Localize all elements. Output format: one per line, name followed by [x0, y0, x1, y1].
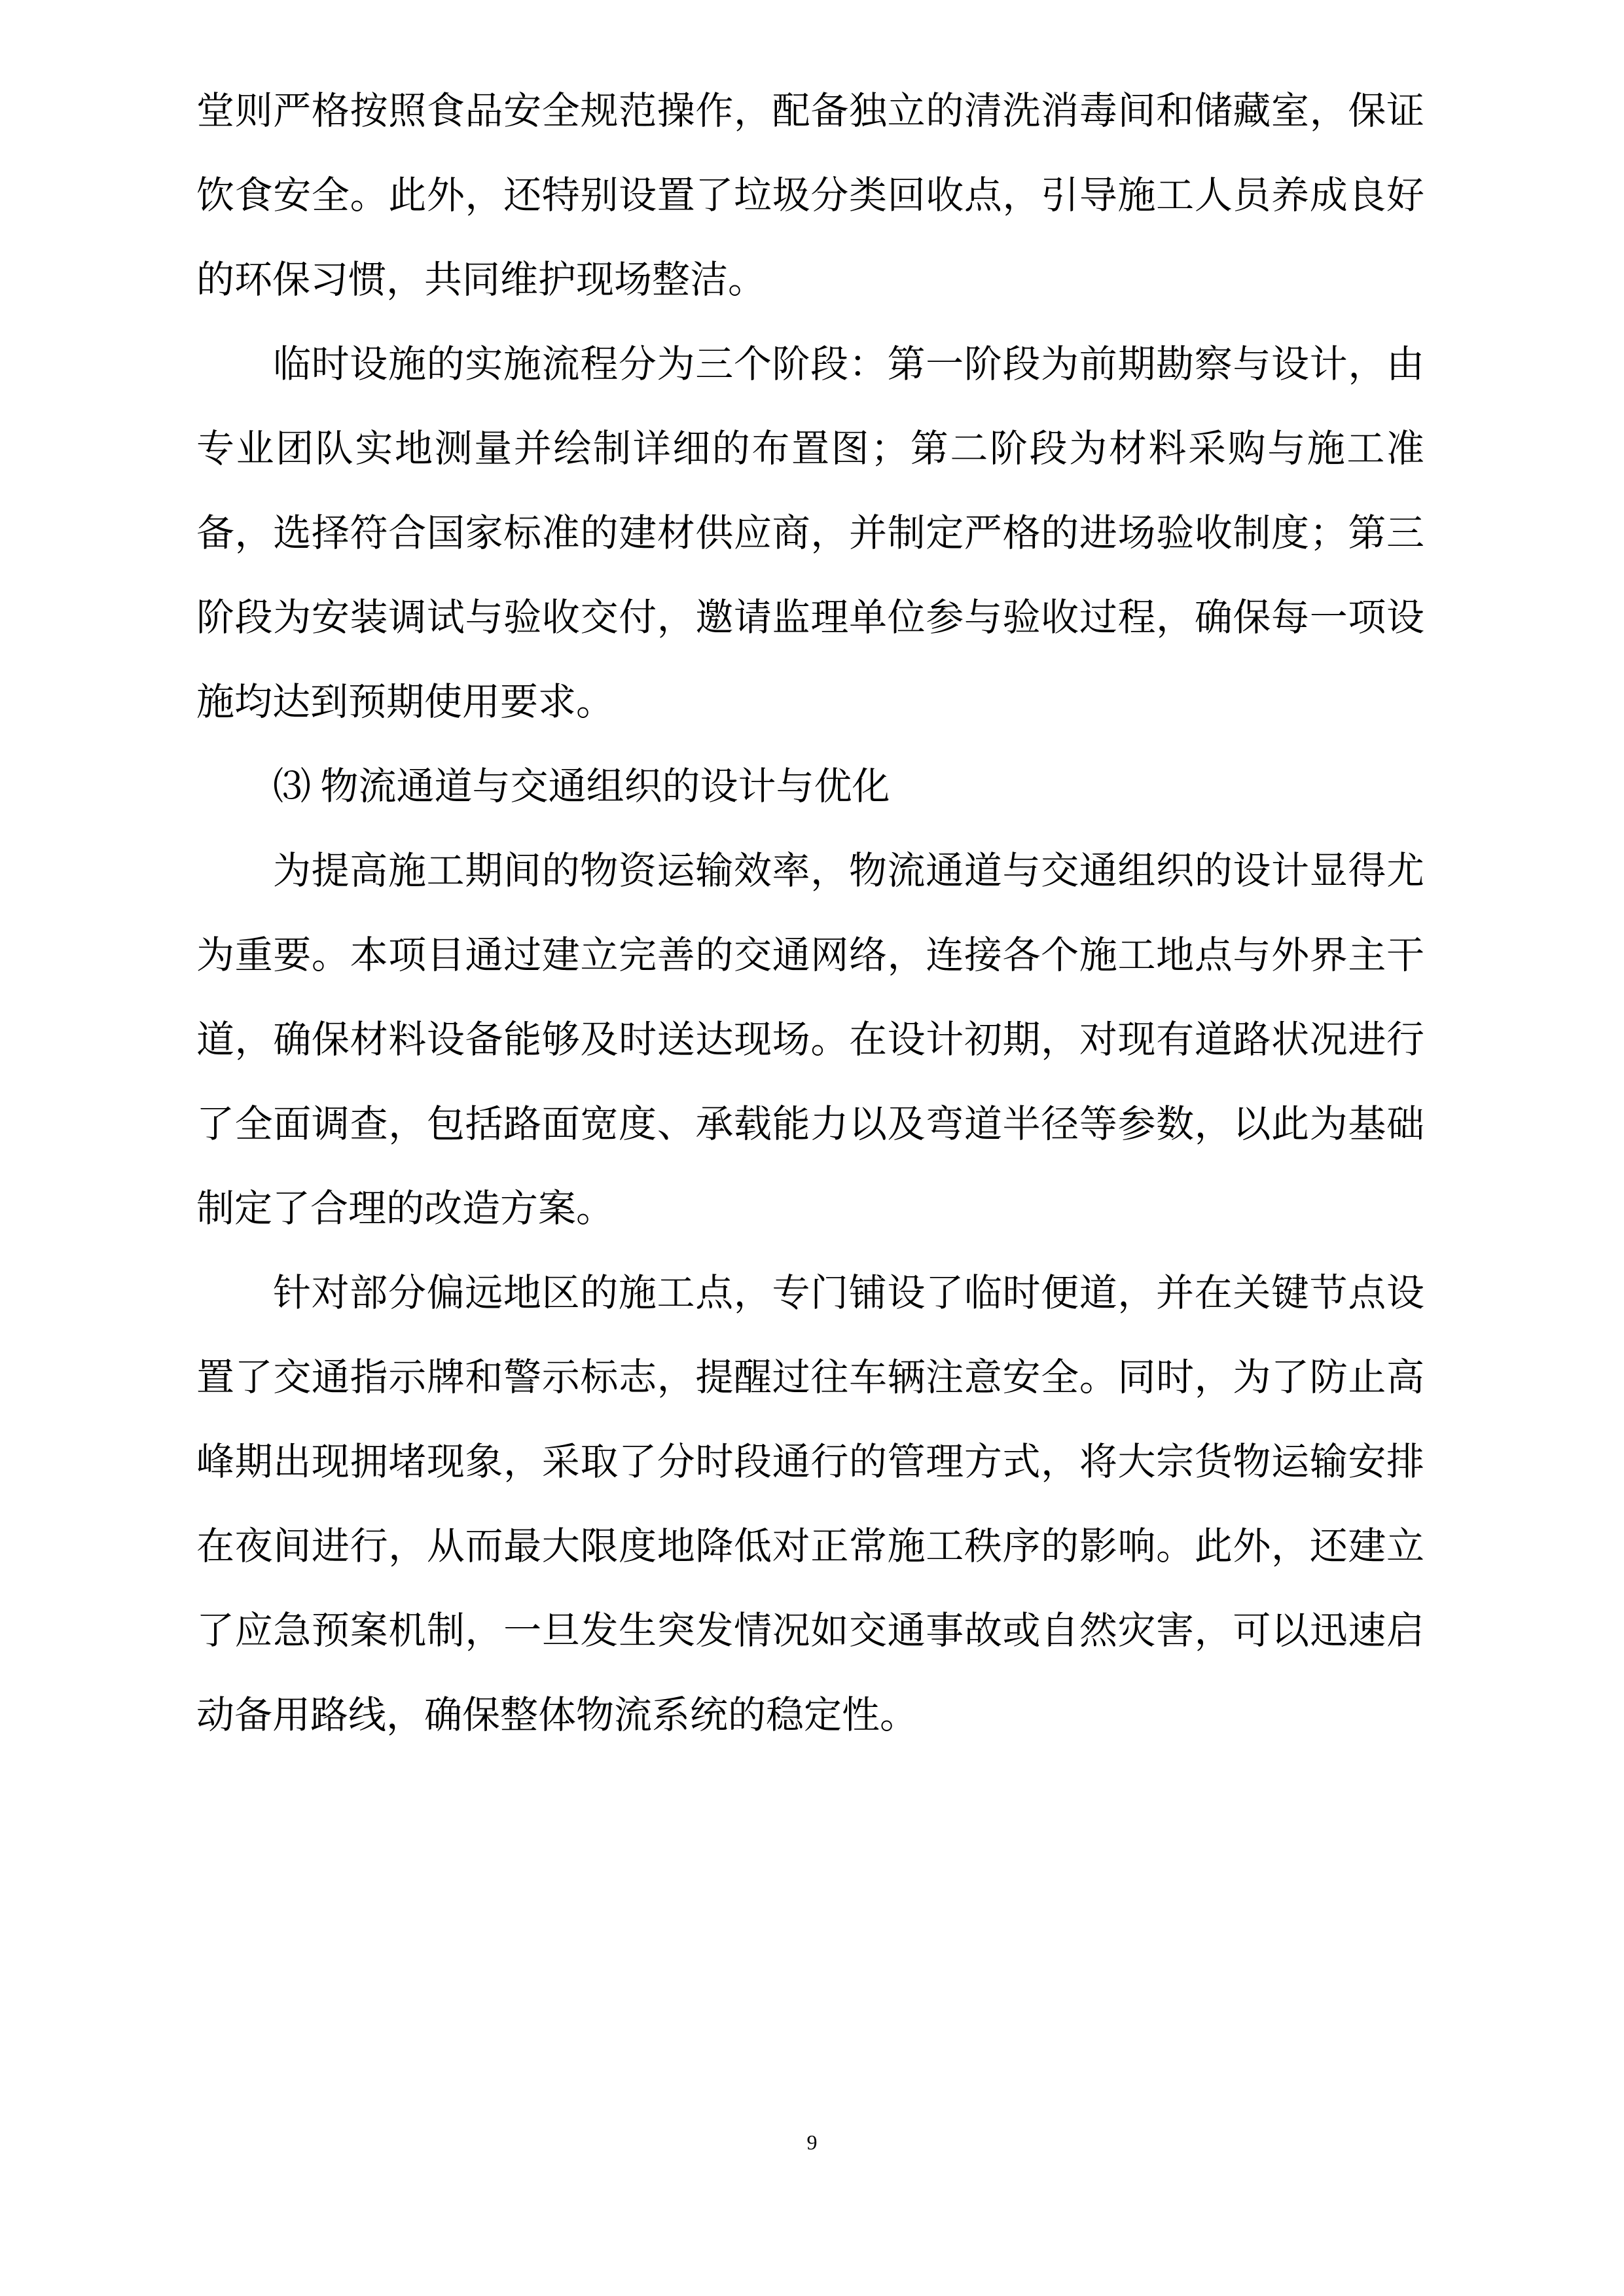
paragraph-canteen-continued [196, 69, 1424, 322]
text-line: 制定了合理的改造方案。 [196, 1187, 615, 1230]
text-line: 针对部分偏远地区的施工点，专门铺设了临时便道，并在关键节点设 [273, 1272, 1424, 1314]
text-line: 了全面调查，包括路面宽度、承载能力以及弯道半径等参数，以此为基础 [196, 1103, 1424, 1145]
text-line: 峰期出现拥堵现象，采取了分时段通行的管理方式，将大宗货物运输安排 [196, 1441, 1424, 1483]
text-line: 的环保习惯，共同维护现场整洁。 [196, 259, 767, 301]
text-line: 堂则严格按照食品安全规范操作，配备独立的清洗消毒间和储藏室，保证 [196, 90, 1424, 132]
text-line: 备，选择符合国家标准的建材供应商，并制定严格的进场验收制度；第三 [196, 512, 1424, 554]
section-heading [196, 744, 1424, 829]
text-line: 阶段为安装调试与验收交付，邀请监理单位参与验收过程，确保每一项设 [196, 596, 1424, 639]
heading-text: ⑶ 物流通道与交通组织的设计与优化 [273, 765, 890, 808]
page-number: 9 [806, 2130, 818, 2154]
text-line: 了应急预案机制，一旦发生突发情况如交通事故或自然灾害，可以迅速启 [196, 1609, 1424, 1652]
text-line: 饮食安全。此外，还特别设置了垃圾分类回收点，引导施工人员养成良好 [196, 174, 1424, 217]
paragraph-remote-sites [196, 1251, 1424, 1757]
text-line: 专业团队实地测量并绘制详细的布置图；第二阶段为材料采购与施工准 [196, 427, 1424, 470]
paragraph-logistics-design [196, 829, 1424, 1251]
text-line: 为重要。本项目通过建立完善的交通网络，连接各个施工地点与外界主干 [196, 934, 1424, 977]
text-line: 施均达到预期使用要求。 [196, 681, 615, 723]
text-line: 在夜间进行，从而最大限度地降低对正常施工秩序的影响。此外，还建立 [196, 1525, 1424, 1568]
text-line: 置了交通指示牌和警示标志，提醒过往车辆注意安全。同时，为了防止高 [196, 1356, 1424, 1399]
text-line: 动备用路线，确保整体物流系统的稳定性。 [196, 1694, 918, 1736]
document-body [196, 69, 1424, 1757]
text-line: 道，确保材料设备能够及时送达现场。在设计初期，对现有道路状况进行 [196, 1018, 1424, 1061]
paragraph-implementation-process [196, 322, 1424, 744]
text-line: 为提高施工期间的物资运输效率，物流通道与交通组织的设计显得尤 [273, 850, 1424, 892]
text-line: 临时设施的实施流程分为三个阶段：第一阶段为前期勘察与设计，由 [273, 343, 1424, 386]
